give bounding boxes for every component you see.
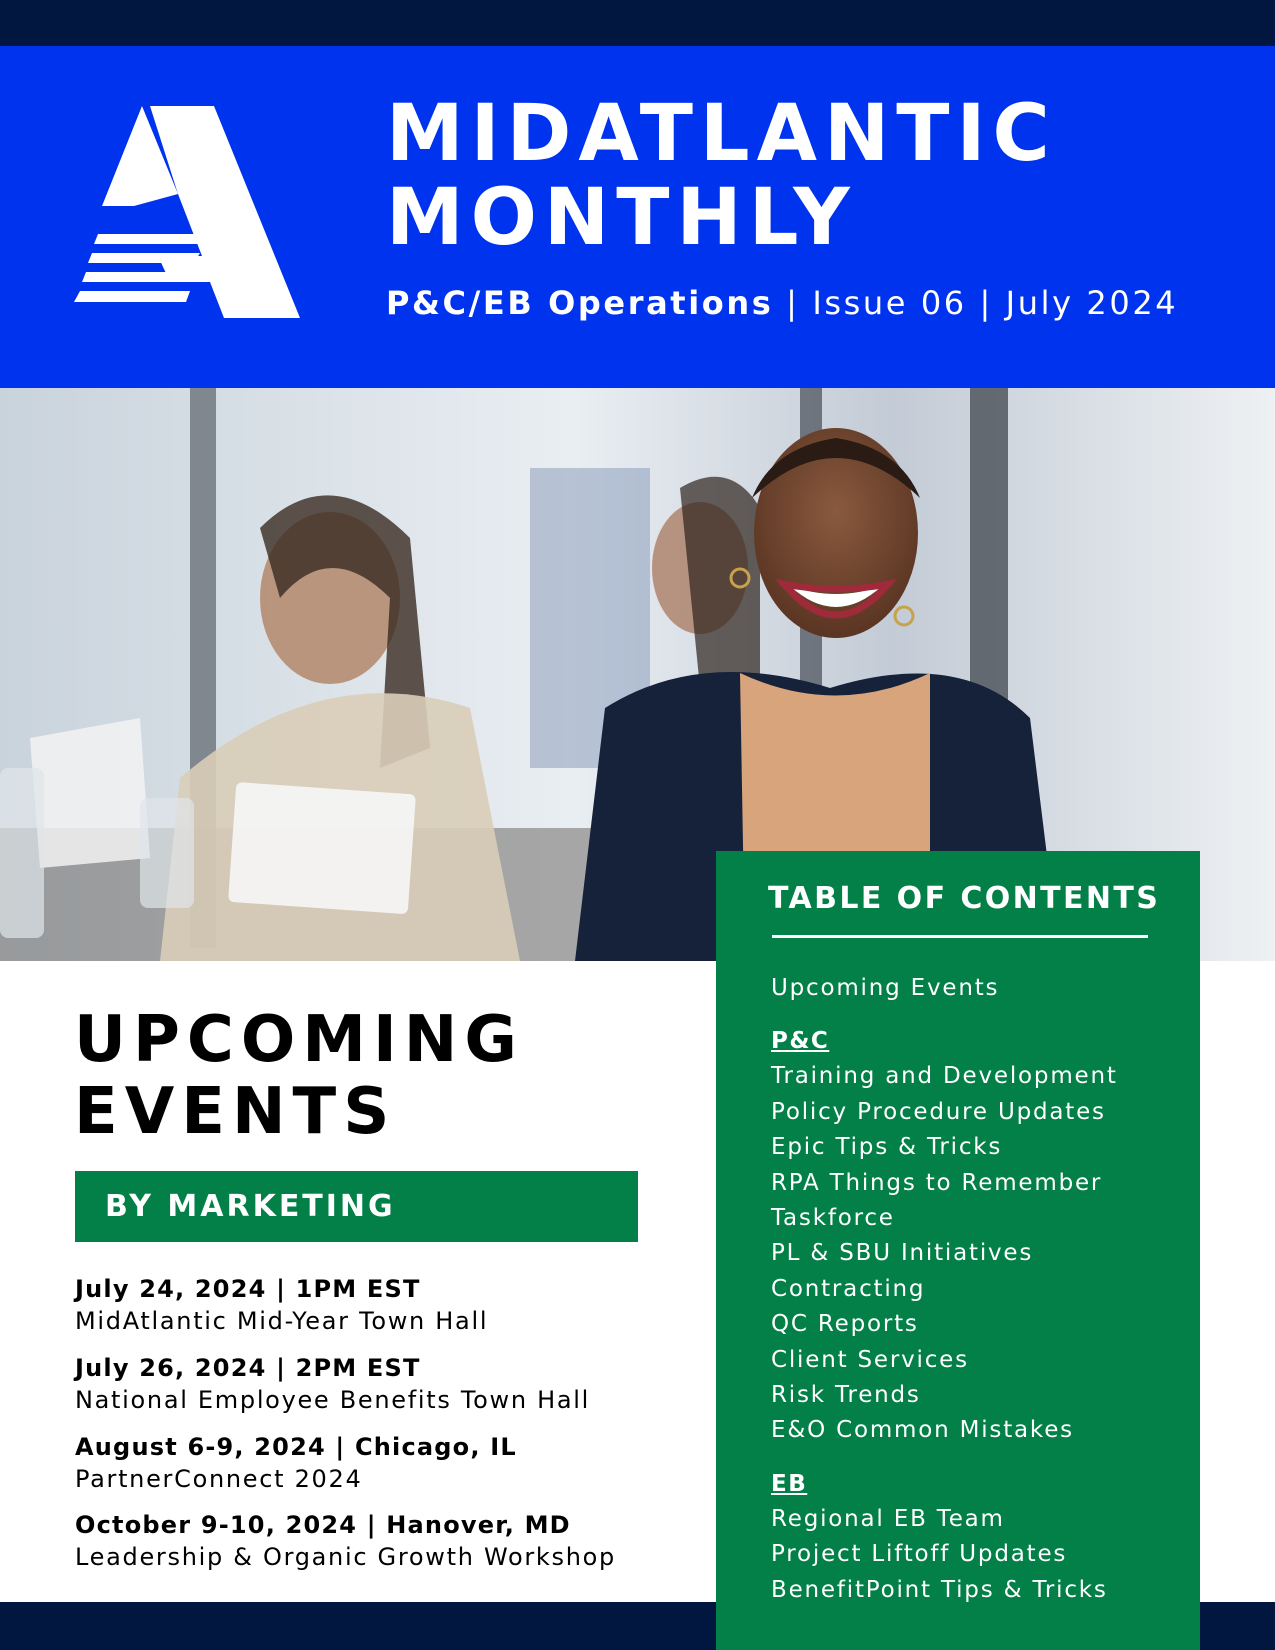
title-line-1: MIDATLANTIC (386, 89, 1057, 179)
subtitle-issue-date: | Issue 06 | July 2024 (773, 284, 1179, 322)
toc-section-pc[interactable]: P&C (771, 1028, 830, 1055)
by-marketing-banner: BY MARKETING (75, 1171, 638, 1242)
toc-item[interactable]: Training and Development (771, 1063, 1118, 1090)
toc-item[interactable]: PL & SBU Initiatives (771, 1240, 1034, 1267)
event-name: MidAtlantic Mid-Year Town Hall (75, 1307, 489, 1335)
issue-subtitle (386, 284, 1178, 322)
events-title-line-2: EVENTS (74, 1075, 397, 1149)
toc-item[interactable]: Taskforce (771, 1205, 895, 1232)
toc-item[interactable]: Project Liftoff Updates (771, 1541, 1068, 1568)
event-item (75, 1511, 675, 1571)
event-name: Leadership & Organic Growth Workshop (75, 1543, 616, 1571)
event-name: National Employee Benefits Town Hall (75, 1386, 591, 1414)
event-item (75, 1354, 675, 1414)
event-date: July 26, 2024 | 2PM EST (75, 1354, 421, 1382)
title-line-2: MONTHLY (386, 173, 857, 263)
table-of-contents-panel (716, 851, 1200, 1650)
upcoming-events-heading (74, 1004, 524, 1148)
toc-item[interactable]: Policy Procedure Updates (771, 1098, 1106, 1125)
event-item (75, 1275, 675, 1335)
events-title-line-1: UPCOMING (74, 1003, 524, 1077)
newsletter-title (386, 89, 1057, 263)
event-date: July 24, 2024 | 1PM EST (75, 1275, 421, 1303)
event-item (75, 1433, 675, 1493)
event-date: October 9-10, 2024 | Hanover, MD (75, 1511, 571, 1539)
toc-item[interactable]: Client Services (771, 1346, 969, 1373)
toc-divider (772, 935, 1148, 938)
toc-list (771, 971, 1181, 1608)
toc-item[interactable]: Regional EB Team (771, 1505, 1005, 1532)
toc-item[interactable]: BenefitPoint Tips & Tricks (771, 1576, 1108, 1603)
top-navy-bar (0, 0, 1275, 46)
stylized-letter-a-logo (74, 106, 300, 318)
toc-item[interactable]: E&O Common Mistakes (771, 1417, 1074, 1444)
toc-item[interactable]: Contracting (771, 1275, 926, 1302)
event-name: PartnerConnect 2024 (75, 1465, 363, 1493)
toc-section-eb[interactable]: EB (771, 1470, 808, 1497)
toc-item[interactable]: Epic Tips & Tricks (771, 1134, 1003, 1161)
toc-heading: TABLE OF CONTENTS (768, 881, 1161, 916)
toc-item-upcoming-events[interactable]: Upcoming Events (771, 975, 1000, 1001)
event-date: August 6-9, 2024 | Chicago, IL (75, 1433, 517, 1461)
subtitle-department: P&C/EB Operations (386, 284, 774, 322)
toc-item[interactable]: QC Reports (771, 1311, 919, 1338)
toc-item[interactable]: Risk Trends (771, 1382, 921, 1409)
toc-item[interactable]: RPA Things to Remember (771, 1169, 1103, 1196)
